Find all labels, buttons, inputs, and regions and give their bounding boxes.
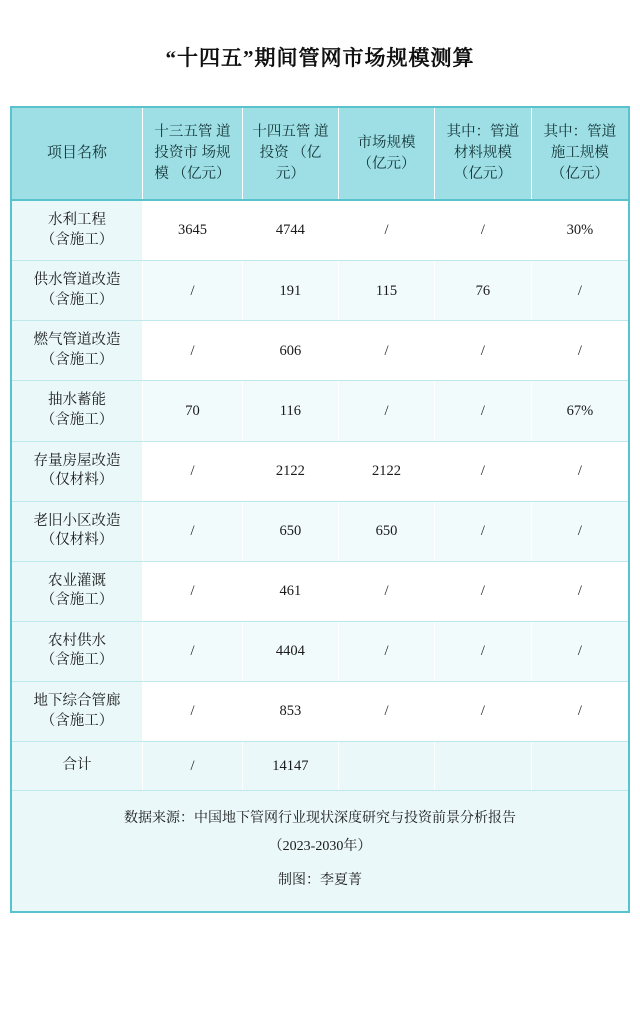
cell-value: / <box>435 682 532 742</box>
cell-value: 650 <box>242 501 338 561</box>
row-label-line2: （含施工） <box>40 351 114 368</box>
header-line: 十四五管 <box>252 124 311 140</box>
cell-value: / <box>338 321 434 381</box>
table-row <box>12 200 628 261</box>
cell-value: / <box>531 501 628 561</box>
cell-value: 2122 <box>338 441 434 501</box>
cell-value: / <box>435 321 532 381</box>
source-line-2: （2023-2030年） <box>268 839 372 855</box>
cell-value: 70 <box>143 381 243 441</box>
column-header-14th-plan-investment <box>242 108 338 200</box>
row-label <box>12 441 143 501</box>
column-header-pipe-material-scale <box>435 108 532 200</box>
table-row <box>12 561 628 621</box>
cell-value: / <box>338 200 434 261</box>
cell-value: 191 <box>242 261 338 321</box>
cell-value: / <box>143 682 243 742</box>
cell-value: / <box>531 261 628 321</box>
row-label <box>12 381 143 441</box>
row-label-line1: 农业灌溉 <box>48 572 107 589</box>
cell-value: 76 <box>435 261 532 321</box>
cell-value <box>435 742 532 791</box>
column-header-pipe-construction-scale <box>531 108 628 200</box>
row-label-line2: （含施工） <box>40 411 114 428</box>
column-header-project-name <box>12 108 143 200</box>
row-label-line2: （含施工） <box>40 652 114 669</box>
row-label-line1: 燃气管道改造 <box>33 332 121 349</box>
table-row <box>12 321 628 381</box>
cell-value: 3645 <box>143 200 243 261</box>
cell-value: / <box>531 321 628 381</box>
table-header <box>12 108 628 200</box>
table-row <box>12 381 628 441</box>
row-label-line1: 老旧小区改造 <box>33 512 121 529</box>
header-line: 道投资市 <box>154 124 231 162</box>
cell-value: 606 <box>242 321 338 381</box>
row-label-line2: （仅材料） <box>40 532 114 549</box>
row-label-line2: （含施工） <box>40 712 114 729</box>
cell-value: / <box>143 621 243 681</box>
row-label <box>12 501 143 561</box>
row-label-line1: 存量房屋改造 <box>33 452 121 469</box>
cell-value: / <box>435 381 532 441</box>
row-label <box>12 621 143 681</box>
header-line: 施工规模 <box>550 145 609 162</box>
pipeline-market-table-container <box>10 106 630 913</box>
table-total-row <box>12 742 628 791</box>
cell-value: / <box>143 321 243 381</box>
row-label-line1: 供水管道改造 <box>33 272 121 289</box>
cell-value: 30% <box>531 200 628 261</box>
row-label-line2: （仅材料） <box>40 472 114 489</box>
cell-value: / <box>143 501 243 561</box>
header-line: 道投资 <box>259 124 329 162</box>
header-line: （亿元） <box>357 155 416 172</box>
cell-value: / <box>143 441 243 501</box>
cell-value: 67% <box>531 381 628 441</box>
column-header-market-scale <box>338 108 434 200</box>
header-line: 其中：管道 <box>446 124 520 140</box>
header-line: （亿元） <box>550 166 609 183</box>
table-row <box>12 682 628 742</box>
header-line: （亿元） <box>172 166 231 183</box>
cell-value <box>531 742 628 791</box>
cell-value: / <box>143 561 243 621</box>
cell-value: 2122 <box>242 441 338 501</box>
table-row <box>12 501 628 561</box>
row-label-line1: 水利工程 <box>48 212 107 229</box>
cell-value: / <box>435 621 532 681</box>
column-header-13th-plan-investment <box>143 108 243 200</box>
cell-value: / <box>338 621 434 681</box>
header-line: 材料规模 <box>453 145 512 162</box>
row-label-line1: 农村供水 <box>48 632 107 649</box>
table-footnote <box>12 791 628 911</box>
cell-value: 116 <box>242 381 338 441</box>
header-line: 项目名称 <box>47 144 108 161</box>
header-line: 市场规模 <box>357 134 416 151</box>
row-label <box>12 561 143 621</box>
row-label-line2: （含施工） <box>40 231 114 248</box>
cell-value: 853 <box>242 682 338 742</box>
cell-value: 115 <box>338 261 434 321</box>
row-label-total: 合计 <box>12 742 143 791</box>
credit-line: 制图：李夏菁 <box>278 873 362 889</box>
page-title: “十四五”期间管网市场规模测算 <box>165 46 475 70</box>
table-row <box>12 621 628 681</box>
table-row <box>12 261 628 321</box>
row-label <box>12 261 143 321</box>
row-label-line2: （含施工） <box>40 291 114 308</box>
cell-value: 650 <box>338 501 434 561</box>
cell-value: / <box>435 561 532 621</box>
cell-value <box>338 742 434 791</box>
header-line: 场规模 <box>154 145 231 183</box>
row-label <box>12 682 143 742</box>
header-line: 其中：管道 <box>543 124 617 140</box>
pipeline-market-table <box>12 108 628 791</box>
header-line: 十三五管 <box>154 124 213 140</box>
cell-value: / <box>338 682 434 742</box>
cell-value: / <box>531 561 628 621</box>
cell-value: / <box>531 621 628 681</box>
row-label-line1: 地下综合管廊 <box>33 693 121 710</box>
header-line: （亿元） <box>275 145 322 183</box>
cell-value: / <box>338 561 434 621</box>
header-line: （亿元） <box>453 166 512 183</box>
cell-value: / <box>143 261 243 321</box>
cell-value: 461 <box>242 561 338 621</box>
source-line-1: 数据来源：中国地下管网行业现状深度研究与投资前景分析报告 <box>124 811 516 827</box>
cell-value: / <box>143 742 243 791</box>
row-label <box>12 200 143 261</box>
row-label-line2: （含施工） <box>40 592 114 609</box>
table-body <box>12 200 628 791</box>
table-row <box>12 441 628 501</box>
cell-value: 14147 <box>242 742 338 791</box>
cell-value: / <box>435 200 532 261</box>
cell-value: 4744 <box>242 200 338 261</box>
cell-value: / <box>531 682 628 742</box>
cell-value: / <box>435 501 532 561</box>
table-header-row <box>12 108 628 200</box>
cell-value: / <box>531 441 628 501</box>
cell-value: / <box>338 381 434 441</box>
cell-value: 4404 <box>242 621 338 681</box>
cell-value: / <box>435 441 532 501</box>
row-label <box>12 321 143 381</box>
row-label-line1: 抽水蓄能 <box>48 392 107 409</box>
